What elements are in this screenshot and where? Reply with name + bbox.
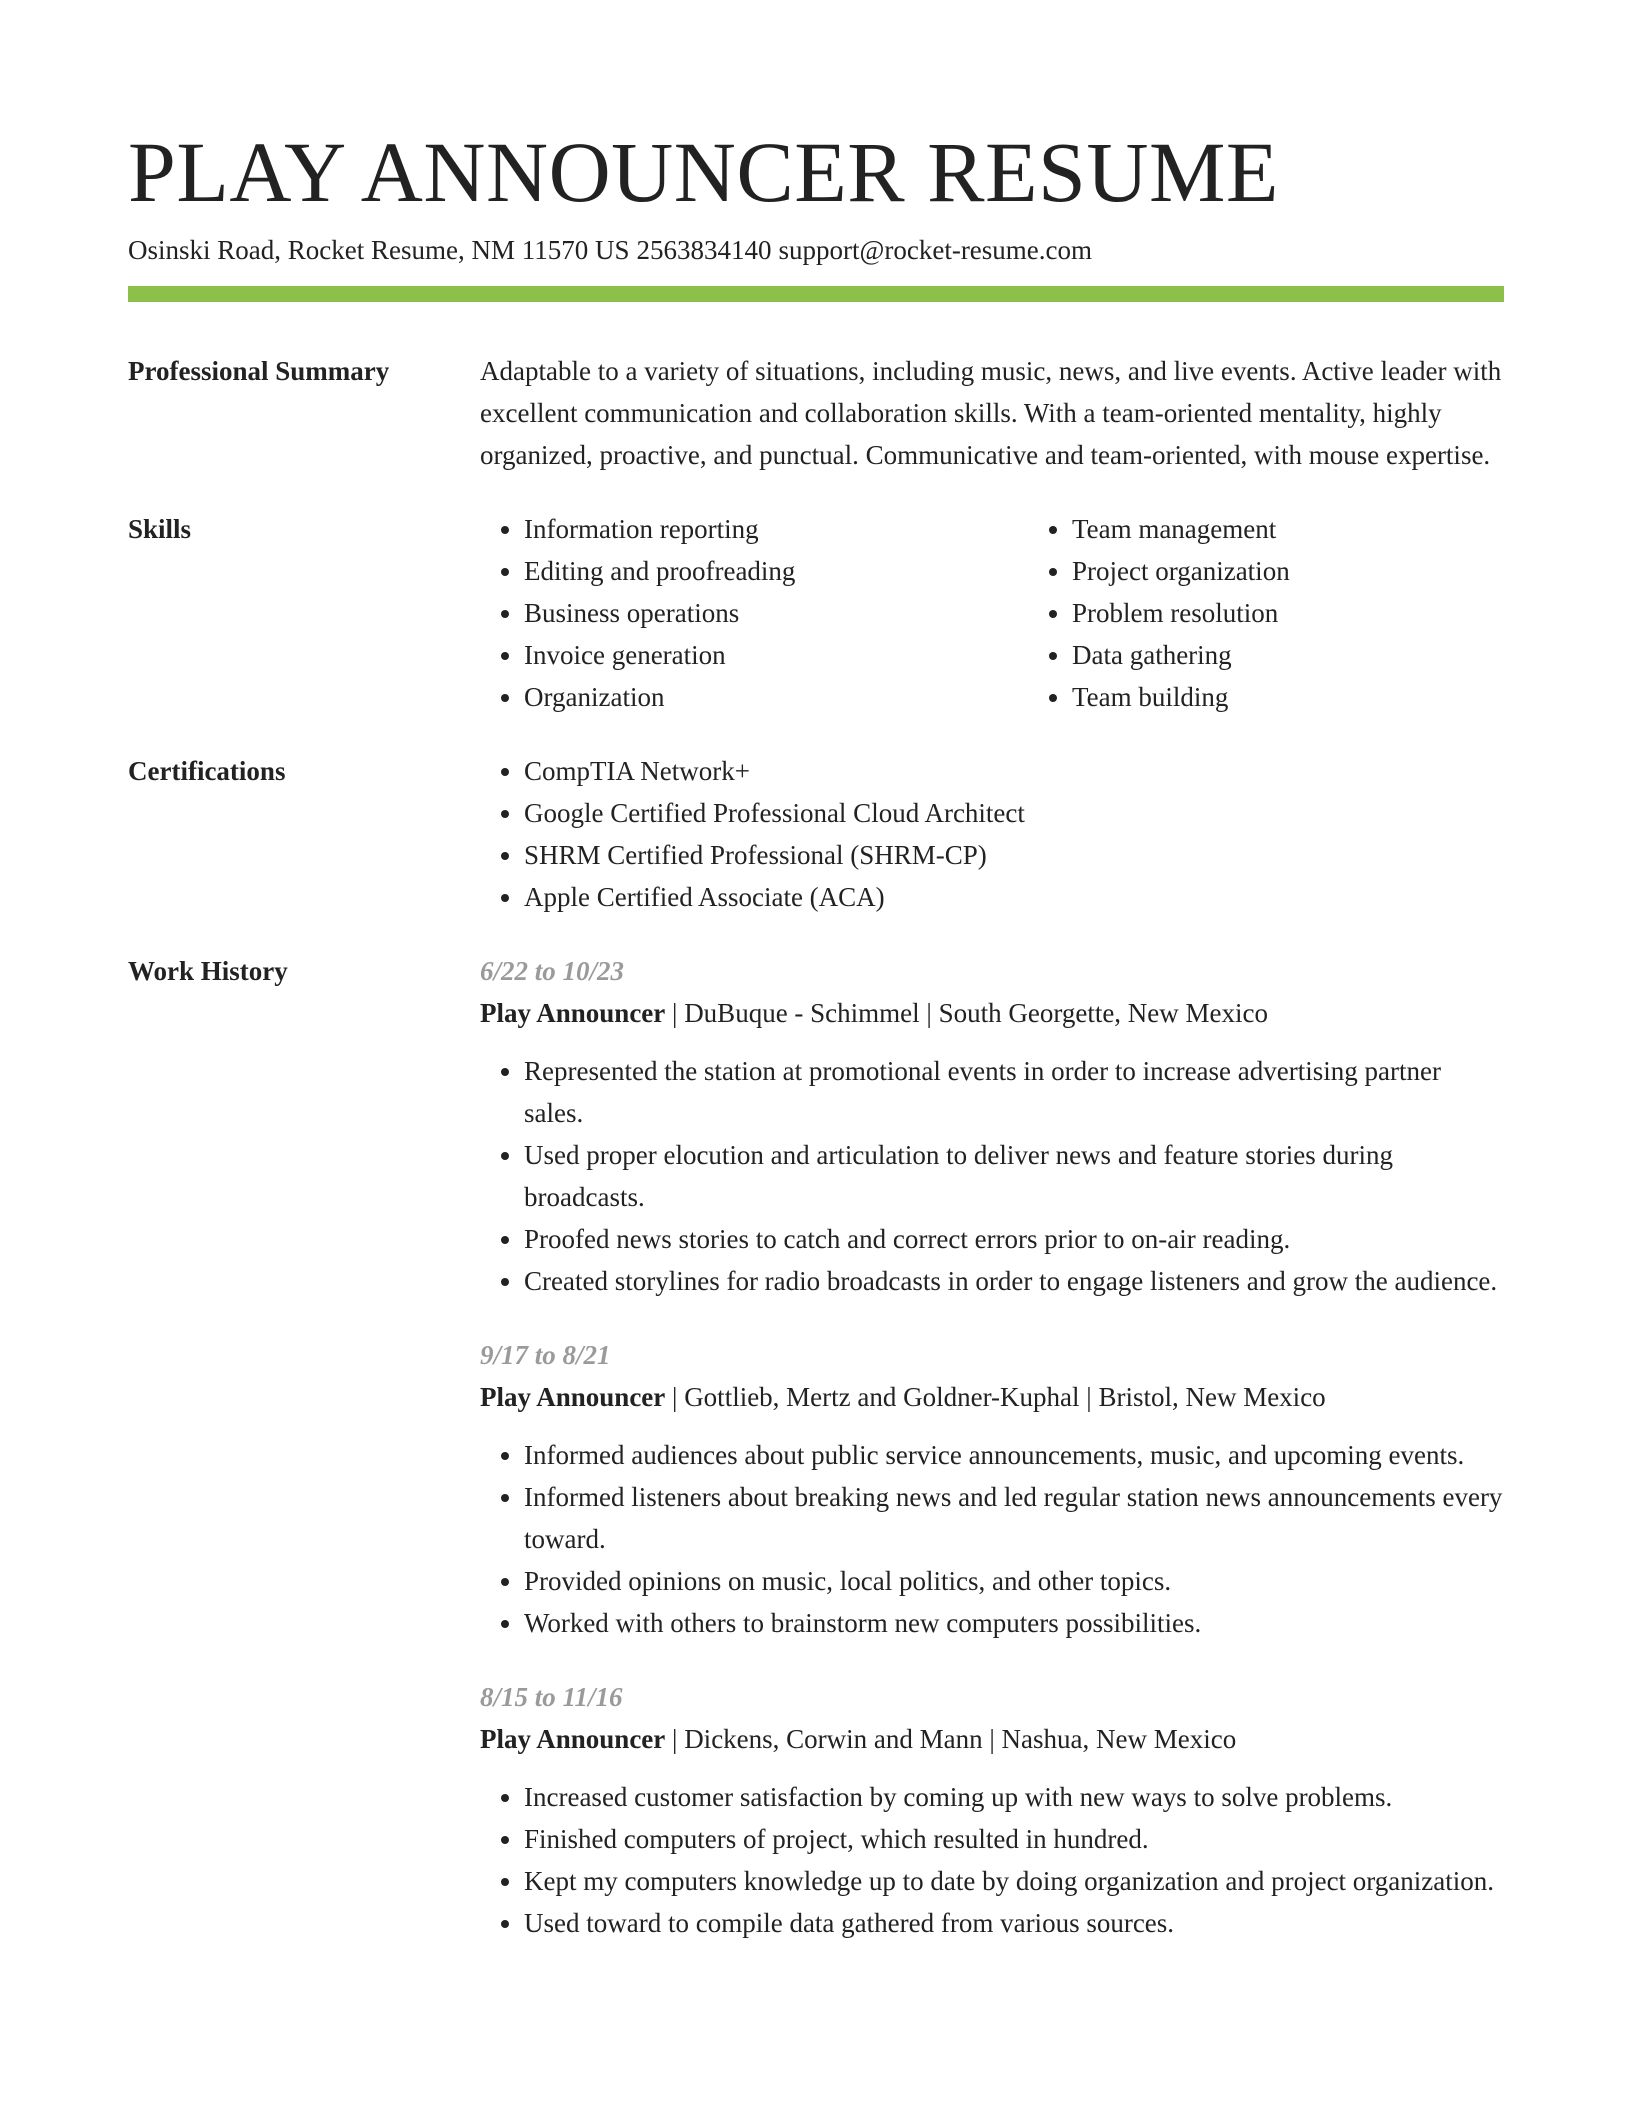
job-title: Play Announcer	[480, 1724, 666, 1754]
skill-item: • Business operations	[524, 592, 1028, 634]
job-duties	[480, 1050, 1504, 1302]
skill-item: • Invoice generation	[524, 634, 1028, 676]
job-duty: • Increased customer satisfaction by coming up with new ways to solve problems.	[524, 1776, 1504, 1818]
certifications-heading: Certifications	[128, 756, 286, 786]
certification-item: • SHRM Certified Professional (SHRM-CP)	[524, 834, 1504, 876]
job-duties	[480, 1776, 1504, 1944]
work-history-section	[128, 950, 1504, 1944]
job-title: Play Announcer	[480, 998, 666, 1028]
job-title: Play Announcer	[480, 1382, 666, 1412]
job-dates: 6/22 to 10/23	[480, 956, 625, 986]
contact-phone: 2563834140	[636, 235, 772, 265]
summary-text: Adaptable to a variety of situations, including music, news, and live events. Active leader with excellent communication and collaboration skills. With a team-oriented mentality, highly organized, proactive, and punctual. Communicative and team-oriented, with mouse expertise.	[480, 356, 1502, 470]
certification-item: • Google Certified Professional Cloud Architect	[524, 792, 1504, 834]
job-duty: • Used toward to compile data gathered from various sources.	[524, 1902, 1504, 1944]
summary-section	[128, 350, 1504, 476]
job-title-line	[480, 1376, 1504, 1418]
skills-heading: Skills	[128, 514, 192, 544]
separator: |	[989, 1724, 995, 1754]
job-duty: • Provided opinions on music, local politics, and other topics.	[524, 1560, 1504, 1602]
work-history-heading: Work History	[128, 956, 288, 986]
job-location: South Georgette, New Mexico	[938, 998, 1269, 1028]
job-entry	[480, 1676, 1504, 1944]
skill-item: • Data gathering	[1072, 634, 1576, 676]
job-duty: • Kept my computers knowledge up to date by doing organization and project organization.	[524, 1860, 1504, 1902]
skill-item: • Editing and proofreading	[524, 550, 1028, 592]
separator: |	[1086, 1382, 1092, 1412]
contact-line	[128, 232, 1092, 268]
skill-item: • Project organization	[1072, 550, 1576, 592]
skill-item: • Team management	[1072, 508, 1576, 550]
header-divider	[128, 286, 1504, 302]
skill-item: • Information reporting	[524, 508, 1028, 550]
job-duty: • Finished computers of project, which resulted in hundred.	[524, 1818, 1504, 1860]
job-location: Nashua, New Mexico	[1001, 1724, 1237, 1754]
job-location: Bristol, New Mexico	[1098, 1382, 1326, 1412]
certifications-list	[480, 750, 1504, 918]
summary-heading: Professional Summary	[128, 356, 390, 386]
job-title-line	[480, 992, 1504, 1034]
job-title-line	[480, 1718, 1504, 1760]
job-duty: • Informed audiences about public service announcements, music, and upcoming events.	[524, 1434, 1504, 1476]
job-entry	[480, 1334, 1504, 1644]
job-dates: 9/17 to 8/21	[480, 1340, 611, 1370]
contact-email[interactable]: support@rocket-resume.com	[778, 235, 1093, 265]
skill-item: • Problem resolution	[1072, 592, 1576, 634]
job-duties	[480, 1434, 1504, 1644]
separator: |	[926, 998, 932, 1028]
job-dates: 8/15 to 11/16	[480, 1682, 623, 1712]
separator: |	[672, 1724, 678, 1754]
job-duty: • Represented the station at promotional events in order to increase advertising partner sales.	[524, 1050, 1504, 1134]
job-entry	[480, 950, 1504, 1302]
job-duty: • Informed listeners about breaking news and led regular station news announcements every toward.	[524, 1476, 1504, 1560]
job-company: Gottlieb, Mertz and Goldner-Kuphal	[684, 1382, 1080, 1412]
resume-content	[128, 350, 1504, 1944]
skill-item: • Team building	[1072, 676, 1576, 718]
job-company: Dickens, Corwin and Mann	[684, 1724, 983, 1754]
job-company: DuBuque - Schimmel	[684, 998, 920, 1028]
job-duty: • Created storylines for radio broadcasts in order to engage listeners and grow the audience.	[524, 1260, 1504, 1302]
skills-section	[128, 508, 1504, 718]
skills-list-left	[480, 508, 1028, 718]
skill-item: • Organization	[524, 676, 1028, 718]
skills-list-right	[1028, 508, 1576, 718]
job-duty: • Worked with others to brainstorm new computers possibilities.	[524, 1602, 1504, 1644]
job-duty: • Used proper elocution and articulation to deliver news and feature stories during broadcasts.	[524, 1134, 1504, 1218]
certification-item: • Apple Certified Associate (ACA)	[524, 876, 1504, 918]
contact-address: Osinski Road, Rocket Resume, NM 11570 US	[128, 235, 630, 265]
job-duty: • Proofed news stories to catch and correct errors prior to on-air reading.	[524, 1218, 1504, 1260]
separator: |	[672, 1382, 678, 1412]
resume-title: PLAY ANNOUNCER RESUME	[128, 124, 1279, 220]
certifications-section	[128, 750, 1504, 918]
separator: |	[672, 998, 678, 1028]
certification-item: • CompTIA Network+	[524, 750, 1504, 792]
